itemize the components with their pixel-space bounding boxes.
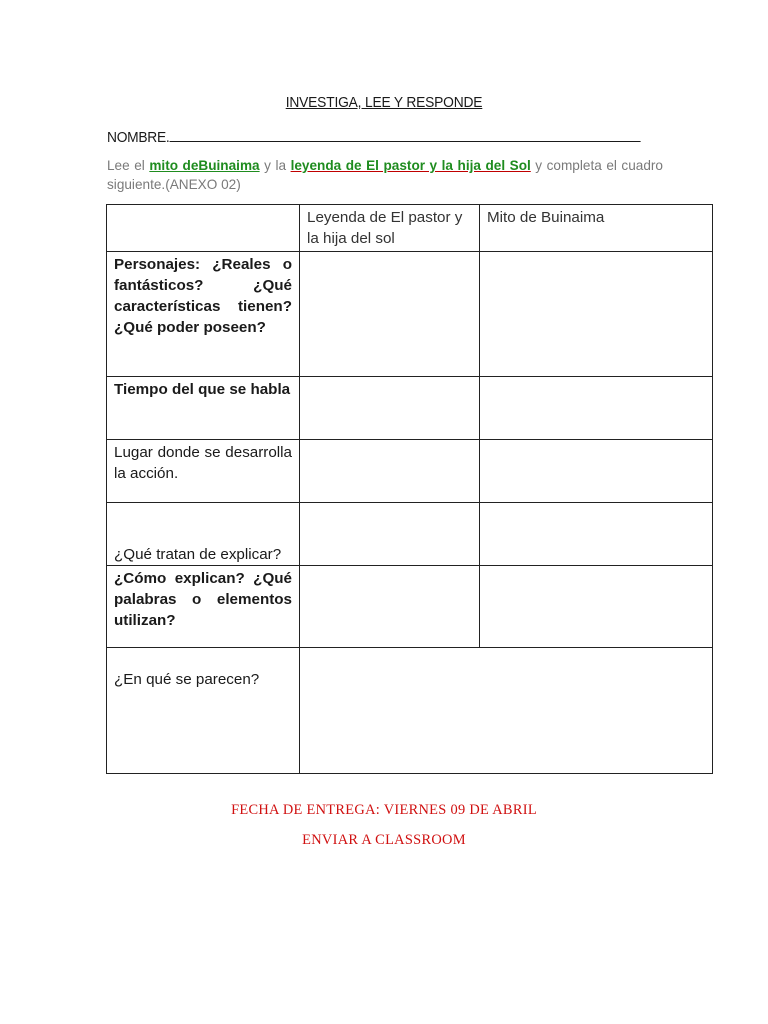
table-row xyxy=(107,440,713,503)
row-label-personajes: Personajes: ¿Reales o fantásticos? ¿Qué características tienen? ¿Qué poder poseen? xyxy=(107,252,300,377)
answer-cell-leyenda-tiempo[interactable] xyxy=(300,377,480,440)
answer-cell-leyenda-explicar[interactable] xyxy=(300,503,480,566)
table-row xyxy=(107,377,713,440)
name-label: NOMBRE. xyxy=(107,129,170,146)
name-underline xyxy=(169,127,640,142)
header-mito: Mito de Buinaima xyxy=(480,205,713,252)
answer-cell-leyenda-lugar[interactable] xyxy=(300,440,480,503)
row-label-parecen: ¿En qué se parecen? xyxy=(107,648,300,774)
answer-cell-mito-tiempo[interactable] xyxy=(480,377,713,440)
header-leyenda: Leyenda de El pastor y la hija del sol xyxy=(300,205,480,252)
answer-cell-leyenda-como[interactable] xyxy=(300,566,480,648)
intro-text-3: y completa el cuadro siguiente.(ANEXO 02) xyxy=(107,158,663,192)
answer-cell-parecen[interactable] xyxy=(300,648,713,774)
table-row xyxy=(107,566,713,648)
page-title: INVESTIGA, LEE Y RESPONDE xyxy=(285,94,483,111)
row-label-explicar: ¿Qué tratan de explicar? xyxy=(107,503,300,566)
answer-cell-mito-lugar[interactable] xyxy=(480,440,713,503)
row-label-lugar: Lugar donde se desarrolla la acción. xyxy=(107,440,300,503)
row-label-tiempo: Tiempo del que se habla xyxy=(107,377,300,440)
leyenda-link[interactable]: leyenda de El pastor y la hija del Sol xyxy=(290,158,531,173)
answer-cell-leyenda-personajes[interactable] xyxy=(300,252,480,377)
answer-cell-mito-como[interactable] xyxy=(480,566,713,648)
due-date-text: FECHA DE ENTREGA: VIERNES 09 DE ABRIL xyxy=(231,802,537,818)
comparison-table xyxy=(106,204,713,774)
intro-text-1: Lee el xyxy=(107,158,150,173)
answer-cell-mito-personajes[interactable] xyxy=(480,252,713,377)
instructions-paragraph xyxy=(107,156,663,194)
table-header-row xyxy=(107,205,713,252)
mito-link[interactable]: mito deBuinaima xyxy=(149,158,260,173)
header-empty-cell xyxy=(107,205,300,252)
name-field[interactable] xyxy=(107,127,641,146)
answer-cell-mito-explicar[interactable] xyxy=(480,503,713,566)
table-row xyxy=(107,252,713,377)
table-row xyxy=(107,648,713,774)
row-label-como: ¿Cómo explican? ¿Qué palabras o elementos utilizan? xyxy=(107,566,300,648)
submit-instruction: ENVIAR A CLASSROOM xyxy=(302,832,466,848)
table-row xyxy=(107,503,713,566)
intro-text-2: y la xyxy=(259,158,291,173)
